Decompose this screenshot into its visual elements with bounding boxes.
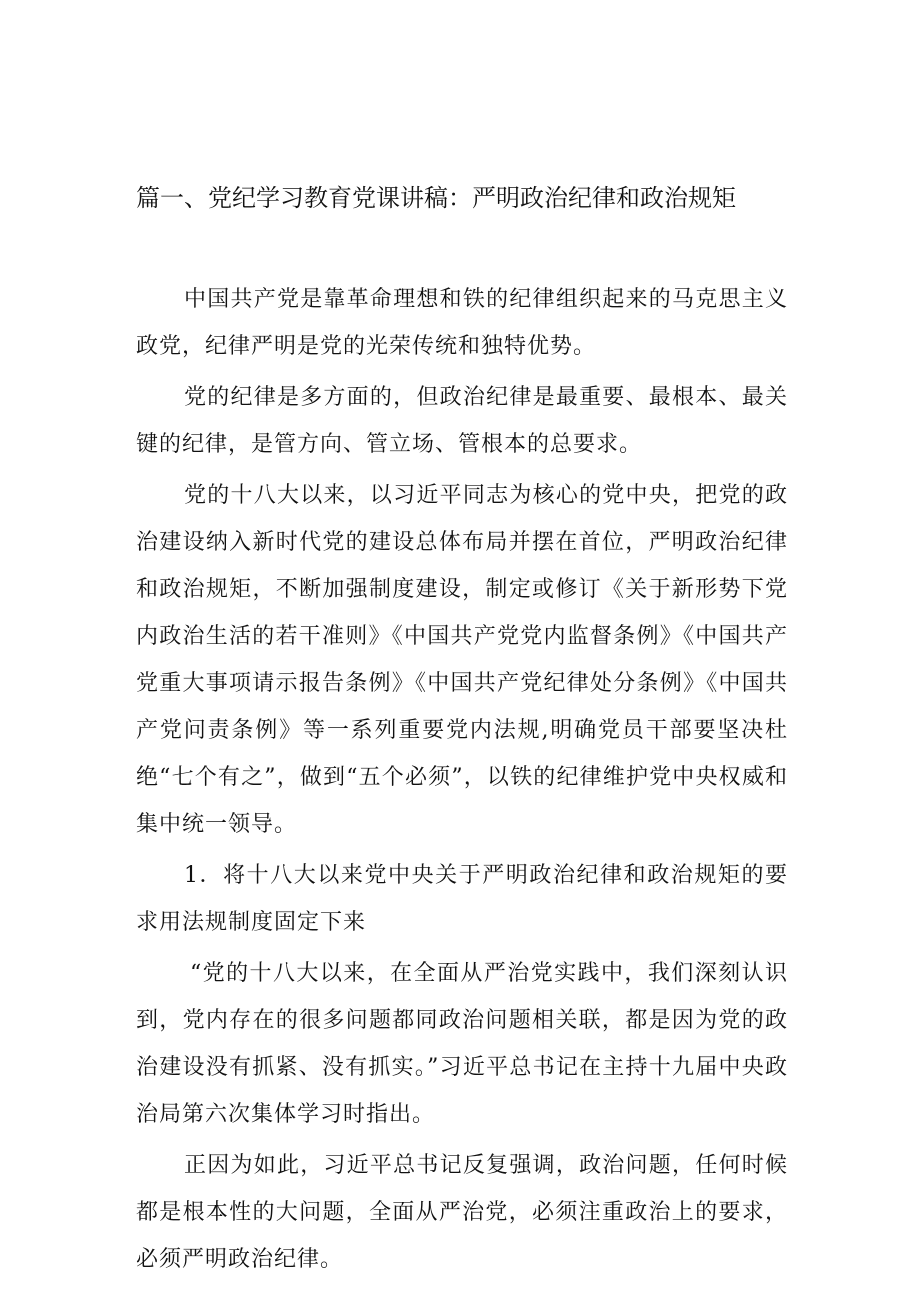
paragraph-conclusion: 正因为如此，习近平总书记反复强调，政治问题，任何时候都是根本性的大问题，全面从严治党，必须注重政治上的要求，必须严明政治纪律。	[136, 1153, 788, 1272]
paragraph-since-18th-congress: 党的十八大以来，以习近平同志为核心的党中央，把党的政治建设纳入新时代党的建设总体布局并摆在首位，严明政治纪律和政治规矩，不断加强制度建设，制定或修订《关于新形势下党内政治生活的若干准则》《中国共产党党内监督条例》《中国共产党重大事项请示报告条例》《中国共产党纪律处分条例》《中国共产党问责条例》等一系列重要党内法规,明确党员干部要坚决杜绝“七个有之”，做到“五个必须”，以铁的纪律维护党中央权威和集中统一领导。	[136, 483, 788, 837]
document-body	[136, 276, 788, 1287]
paragraph-political-discipline: 党的纪律是多方面的，但政治纪律是最重要、最根本、最关键的纪律，是管方向、管立场、管根本的总要求。	[136, 385, 788, 457]
document-title: 篇一、党纪学习教育党课讲稿：严明政治纪律和政治规矩	[136, 184, 736, 212]
paragraph-intro: 中国共产党是靠革命理想和铁的纪律组织起来的马克思主义政党，纪律严明是党的光荣传统和独特优势。	[136, 287, 788, 359]
paragraph-quote: “党的十八大以来，在全面从严治党实践中，我们深刻认识到，党内存在的很多问题都同政治问题相关联，都是因为党的政治建设没有抓紧、没有抓实。”习近平总书记在主持十九届中央政治局第六次集体学习时指出。	[136, 961, 788, 1127]
section-heading-1: 1．将十八大以来党中央关于严明政治纪律和政治规矩的要求用法规制度固定下来	[136, 863, 788, 935]
